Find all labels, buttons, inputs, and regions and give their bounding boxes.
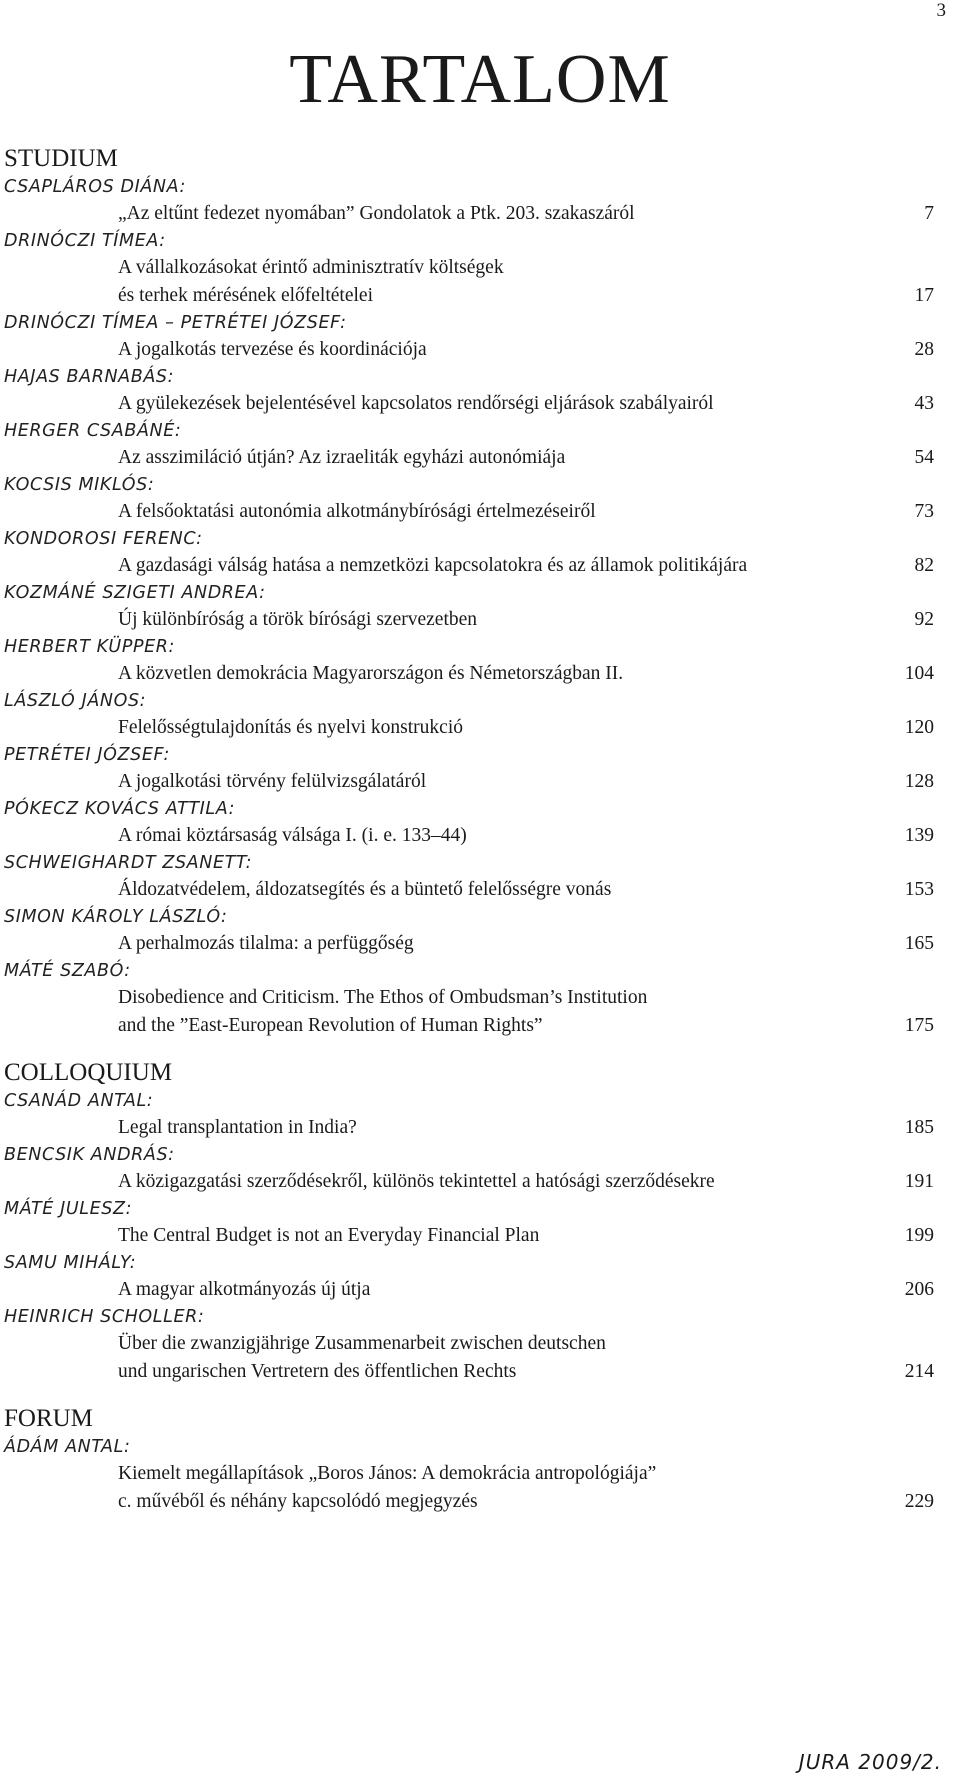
entry-author: PETRÉTEI JÓZSEF: [4, 745, 171, 765]
entry-author: HEINRICH SCHOLLER: [4, 1307, 205, 1327]
entry-page-number: 139 [904, 825, 934, 846]
entry-author: KOZMÁNÉ SZIGETI ANDREA: [4, 583, 266, 603]
article-title-line: A gyülekezések bejelentésével kapcsolatos rendőrségi eljárások szabályairól [118, 393, 714, 414]
entry-author: SCHWEIGHARDT ZSANETT: [4, 853, 253, 873]
entry-article [4, 930, 934, 958]
entry-author: CSAPLÁROS DIÁNA: [4, 177, 186, 197]
entry-article [4, 768, 934, 796]
table-of-contents [4, 144, 934, 1516]
entry-article [4, 390, 934, 418]
entry-page-number: 191 [904, 1171, 934, 1192]
entry-article [4, 714, 934, 742]
entry-page-number: 165 [904, 933, 934, 954]
entry-article [4, 254, 934, 310]
entry-page-number: 82 [914, 555, 934, 576]
entry-page-number: 206 [904, 1279, 934, 1300]
entry-page-number: 104 [904, 663, 934, 684]
entry-page-number: 54 [914, 447, 934, 468]
toc-entry [4, 472, 934, 526]
entry-article [4, 1114, 934, 1142]
entry-page-number: 120 [904, 717, 934, 738]
entry-article [4, 444, 934, 472]
entry-author: DRINÓCZI TÍMEA – PETRÉTEI JÓZSEF: [4, 313, 347, 333]
entry-page-number: 175 [904, 1015, 934, 1036]
article-title-line: Felelősségtulajdonítás és nyelvi konstrukció [118, 717, 463, 738]
toc-entry [4, 1434, 934, 1516]
entry-author: MÁTÉ SZABÓ: [4, 961, 131, 981]
toc-entry [4, 526, 934, 580]
article-title-line: A jogalkotási törvény felülvizsgálatáról [118, 771, 427, 792]
entry-page-number: 7 [924, 203, 934, 224]
article-title-line: and the ”East-European Revolution of Human Rights” [118, 1015, 543, 1036]
article-title-line: és terhek mérésének előfeltételei [118, 285, 373, 306]
section-heading-forum: FORUM [4, 1405, 93, 1432]
entry-page-number: 185 [904, 1117, 934, 1138]
toc-entry [4, 1304, 934, 1386]
toc-entry [4, 688, 934, 742]
entry-author: PÓKECZ KOVÁCS ATTILA: [4, 799, 236, 819]
entry-article [4, 498, 934, 526]
entry-author: SIMON KÁROLY LÁSZLÓ: [4, 907, 228, 927]
article-title-line: A római köztársaság válsága I. (i. e. 133–44) [118, 825, 467, 846]
article-title-line: A közigazgatási szerződésekről, különös tekintettel a hatósági szerződésekre [118, 1171, 715, 1192]
entry-author: BENCSIK ANDRÁS: [4, 1145, 175, 1165]
toc-entry [4, 904, 934, 958]
article-title-line: The Central Budget is not an Everyday Financial Plan [118, 1225, 540, 1246]
entry-article [4, 876, 934, 904]
entry-page-number: 43 [914, 393, 934, 414]
entry-page-number: 128 [904, 771, 934, 792]
article-title-line: Áldozatvédelem, áldozatsegítés és a büntető felelősségre vonás [118, 879, 612, 900]
article-title-line: und ungarischen Vertretern des öffentlichen Rechts [118, 1361, 517, 1382]
toc-entry [4, 580, 934, 634]
article-title-line: Kiemelt megállapítások „Boros János: A demokrácia antropológiája” [118, 1463, 657, 1484]
article-title-line: A perhalmozás tilalma: a perfüggőség [118, 933, 414, 954]
entry-page-number: 28 [914, 339, 934, 360]
toc-entry [4, 310, 934, 364]
entry-author: LÁSZLÓ JÁNOS: [4, 691, 147, 711]
entry-article [4, 1222, 934, 1250]
page-title: TARTALOM [289, 41, 671, 118]
entry-author: MÁTÉ JULESZ: [4, 1199, 133, 1219]
toc-entry [4, 634, 934, 688]
toc-entry [4, 1088, 934, 1142]
entry-article [4, 606, 934, 634]
toc-entry [4, 418, 934, 472]
toc-entry [4, 364, 934, 418]
entry-article [4, 1330, 934, 1386]
toc-entry [4, 1250, 934, 1304]
article-title-line: A közvetlen demokrácia Magyarországon és Németországban II. [118, 663, 624, 684]
toc-entry [4, 850, 934, 904]
article-title-line: A jogalkotás tervezése és koordinációja [118, 339, 427, 360]
entry-page-number: 214 [904, 1361, 934, 1382]
article-title-line: „Az eltűnt fedezet nyomában” Gondolatok a Ptk. 203. szakaszáról [118, 203, 635, 224]
entry-page-number: 92 [914, 609, 934, 630]
section-heading-colloquium: COLLOQUIUM [4, 1059, 173, 1086]
entry-page-number: 229 [904, 1491, 934, 1512]
entry-article [4, 984, 934, 1040]
entry-article [4, 552, 934, 580]
article-title-line: c. művéből és néhány kapcsolódó megjegyzés [118, 1491, 478, 1512]
article-title-line: A felsőoktatási autonómia alkotmánybírósági értelmezéseiről [118, 501, 596, 522]
article-title-line: A vállalkozásokat érintő adminisztratív költségek [118, 257, 504, 278]
entry-article [4, 660, 934, 688]
article-title-line: Über die zwanzigjährige Zusammenarbeit zwischen deutschen [118, 1333, 606, 1354]
entry-article [4, 1276, 934, 1304]
toc-entry [4, 958, 934, 1040]
entry-article [4, 200, 934, 228]
toc-entry [4, 174, 934, 228]
article-title-line: Az asszimiláció útján? Az izraeliták egyházi autonómiája [118, 447, 566, 468]
entry-author: SAMU MIHÁLY: [4, 1253, 137, 1273]
entry-article [4, 822, 934, 850]
entry-page-number: 17 [914, 285, 934, 306]
entry-author: HAJAS BARNABÁS: [4, 367, 175, 387]
entry-author: KONDOROSI FERENC: [4, 529, 203, 549]
entry-page-number: 73 [914, 501, 934, 522]
entry-author: CSANÁD ANTAL: [4, 1091, 154, 1111]
entry-author: HERGER CSABÁNÉ: [4, 421, 182, 441]
page-number: 3 [936, 0, 946, 21]
journal-footer: JURA 2009/2. [798, 1750, 942, 1774]
entry-author: ÁDÁM ANTAL: [4, 1437, 131, 1457]
article-title-line: A magyar alkotmányozás új útja [118, 1279, 371, 1300]
toc-entry [4, 1142, 934, 1196]
toc-entry [4, 1196, 934, 1250]
toc-entry [4, 742, 934, 796]
entry-page-number: 153 [904, 879, 934, 900]
entry-article [4, 336, 934, 364]
toc-entry [4, 228, 934, 310]
section-heading-studium: STUDIUM [4, 145, 118, 172]
entry-author: KOCSIS MIKLÓS: [4, 475, 155, 495]
entry-article [4, 1168, 934, 1196]
entry-author: DRINÓCZI TÍMEA: [4, 231, 166, 251]
toc-entry [4, 796, 934, 850]
article-title-line: Disobedience and Criticism. The Ethos of Ombudsman’s Institution [118, 987, 648, 1008]
entry-page-number: 199 [904, 1225, 934, 1246]
entry-author: HERBERT KÜPPER: [4, 637, 176, 657]
article-title-line: A gazdasági válság hatása a nemzetközi kapcsolatokra és az államok politikájára [118, 555, 748, 576]
entry-article [4, 1460, 934, 1516]
article-title-line: Legal transplantation in India? [118, 1117, 357, 1138]
article-title-line: Új különbíróság a török bírósági szervezetben [118, 609, 478, 630]
